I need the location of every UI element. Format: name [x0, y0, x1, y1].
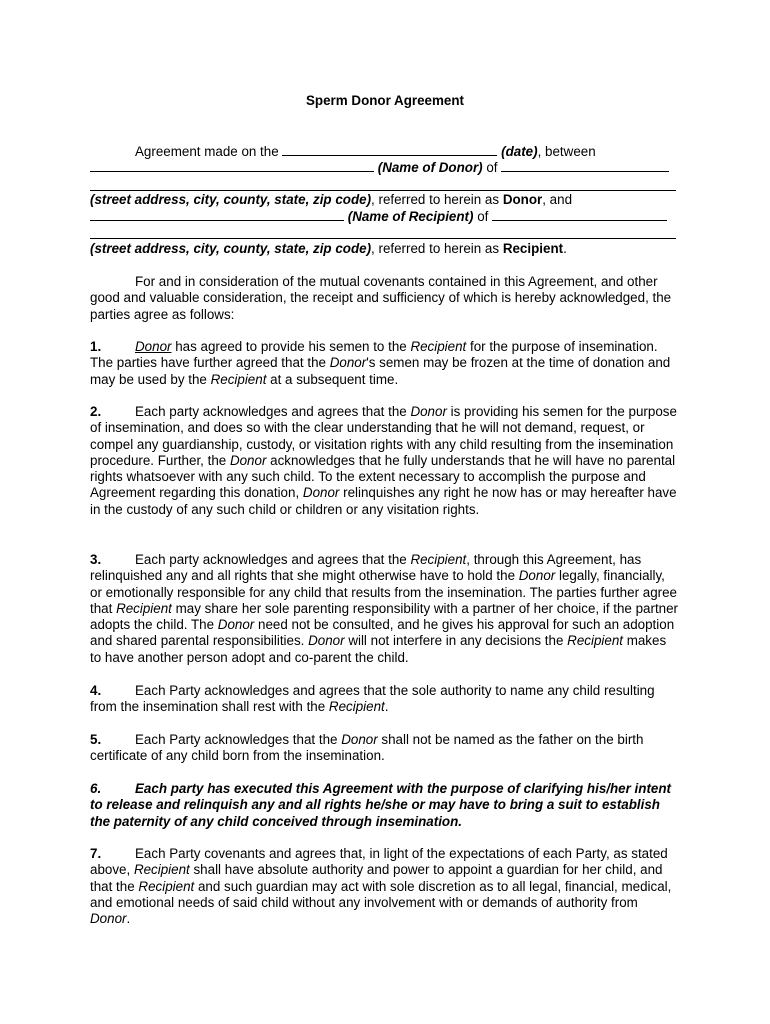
- clause-number: 2.: [90, 404, 102, 419]
- recipient-term: Recipient: [567, 633, 623, 649]
- recipient-address-blank-1[interactable]: [492, 208, 667, 221]
- date-label: (date): [501, 144, 538, 159]
- intro-line-2: [90, 159, 669, 176]
- donor-term: Donor: [329, 355, 367, 371]
- between-text: , between: [537, 144, 596, 159]
- clause-text: 's semen may be frozen at the time of donation and may be used by the: [90, 355, 671, 387]
- donor-name-blank[interactable]: [90, 159, 374, 172]
- clause-3: [90, 552, 680, 666]
- clause-text: at a subsequent time.: [266, 371, 399, 387]
- clause-text: Each Party acknowledges that the: [135, 732, 342, 747]
- clause-text: .: [384, 699, 389, 715]
- clause-2: [90, 404, 680, 518]
- clause-number: 5.: [90, 732, 102, 747]
- clause-5: [90, 732, 680, 765]
- clause-text: relinquishes any right he now has or may hereafter have in the custody of any such child or children or any visitation rights.: [90, 485, 677, 517]
- donor-term: Donor: [518, 568, 556, 584]
- referred-recipient-text: , referred to herein as: [371, 241, 500, 256]
- recipient-term: Recipient: [410, 339, 467, 354]
- period-text: .: [563, 241, 567, 256]
- donor-term: Donor: [502, 192, 543, 207]
- clause-6: [90, 781, 680, 830]
- clause-text: Each party acknowledges and agrees that the: [135, 552, 411, 567]
- of-text-2: of: [477, 209, 489, 224]
- donor-term: Donor: [302, 485, 340, 501]
- recipient-address-label: (street address, city, county, state, zip code): [90, 241, 372, 256]
- clause-text: , through this Agreement, has relinquished any and all rights that she might otherwise have to hold the: [90, 552, 642, 584]
- clause-text: shall have absolute authority and power to appoint a guardian for her child, and that the: [90, 862, 663, 894]
- intro-line-5: [90, 241, 567, 257]
- clause-text: Each Party acknowledges and agrees that the sole authority to name any child resulting from the insemination shall rest with the: [90, 683, 655, 715]
- clause-text: makes to have another person adopt and co-parent the child.: [90, 633, 667, 665]
- donor-term: Donor: [308, 633, 345, 649]
- clause-1: [90, 339, 680, 388]
- and-text: , and: [542, 192, 573, 207]
- intro-line-1: [90, 143, 596, 160]
- clause-number: 7.: [90, 846, 102, 861]
- of-text: of: [486, 160, 498, 175]
- donor-term: Donor: [217, 617, 255, 633]
- donor-name-label: (Name of Donor): [377, 160, 483, 175]
- consideration-paragraph: [90, 274, 680, 323]
- recipient-name-label: (Name of Recipient): [347, 209, 474, 224]
- clause-text: may share her sole parenting responsibility with a partner of her choice, if the partner adopts the child. The: [90, 600, 679, 633]
- clause-text: Each Party covenants and agrees that, in light of the expectations of each Party, as stated above,: [90, 846, 668, 878]
- document-title: Sperm Donor Agreement: [306, 93, 464, 108]
- clause-text: legally, financially, or emotionally responsible for any child that results from the insemination. The parties further agree that: [90, 568, 678, 616]
- clause-number: 6.: [90, 781, 102, 796]
- intro-line-4: [90, 208, 667, 225]
- clause-text: is providing his semen for the purpose of insemination, and does so with the clear understanding that he will not demand, request, or compel any guardianship, custody, or visitation rights with any child resulting from the insemination procedure. Further, the: [90, 404, 677, 468]
- made-on-text: Agreement made on the: [135, 144, 279, 159]
- clause-number: 1.: [90, 339, 102, 354]
- recipient-term: Recipient: [133, 862, 190, 878]
- donor-term: Donor: [135, 339, 172, 354]
- clause-text: need not be consulted, and he gives his approval for such an adoption and shared parental responsibilities.: [90, 617, 675, 649]
- recipient-term: Recipient: [116, 600, 172, 616]
- clause-text: has agreed to provide his semen to the: [171, 339, 411, 354]
- recipient-name-blank[interactable]: [90, 208, 344, 221]
- clause-text: shall not be named as the father on the birth certificate of any child born from the insemination.: [90, 732, 644, 764]
- referred-donor-text: , referred to herein as: [371, 192, 500, 207]
- clause-text: Each party has executed this Agreement with the purpose of clarifying his/her intent to release and relinquish any and all rights he/she or may have to bring a suit to establish the paternity of any child conceived through insemination.: [90, 781, 671, 829]
- clause-number: 3.: [90, 552, 102, 567]
- donor-term: Donor: [341, 732, 378, 747]
- date-blank[interactable]: [282, 143, 497, 156]
- clause-4: [90, 683, 680, 716]
- donor-address-blank-1[interactable]: [501, 159, 669, 172]
- recipient-address-blank-2[interactable]: [90, 238, 676, 239]
- clause-text: will not interfere in any decisions the: [344, 633, 568, 649]
- donor-term: Donor: [410, 404, 447, 419]
- clause-text: acknowledges that he fully understands that he will have no parental rights whatsoever with any such child. To the extent necessary to accomplish the purpose and Agreement regarding this donation,: [90, 452, 676, 501]
- donor-address-blank-2[interactable]: [90, 190, 676, 191]
- clause-text: .: [126, 911, 131, 927]
- recipient-term: Recipient: [328, 699, 385, 715]
- recipient-term: Recipient: [138, 878, 195, 894]
- clause-text: for the purpose of insemination. The parties have further agreed that the: [90, 339, 658, 371]
- recipient-term: Recipient: [410, 552, 467, 567]
- recipient-term: Recipient: [210, 371, 267, 387]
- clause-text: and such guardian may act with sole discretion as to all legal, financial, medical, and emotional needs of said child without any involvement with or demands of authority from: [90, 878, 672, 910]
- clause-7: [90, 846, 680, 927]
- recipient-term: Recipient: [502, 241, 564, 256]
- clause-number: 4.: [90, 683, 102, 698]
- donor-address-label: (street address, city, county, state, zip code): [90, 192, 372, 207]
- donor-term: Donor: [229, 452, 267, 468]
- donor-term: Donor: [90, 911, 127, 927]
- clause-text: Each party acknowledges and agrees that the: [135, 404, 411, 419]
- consideration-text: For and in consideration of the mutual covenants contained in this Agreement, and other good and valuable consideration, the receipt and sufficiency of which is hereby acknowledged, the parties agree as follows:: [90, 274, 672, 322]
- intro-line-3: [90, 192, 572, 208]
